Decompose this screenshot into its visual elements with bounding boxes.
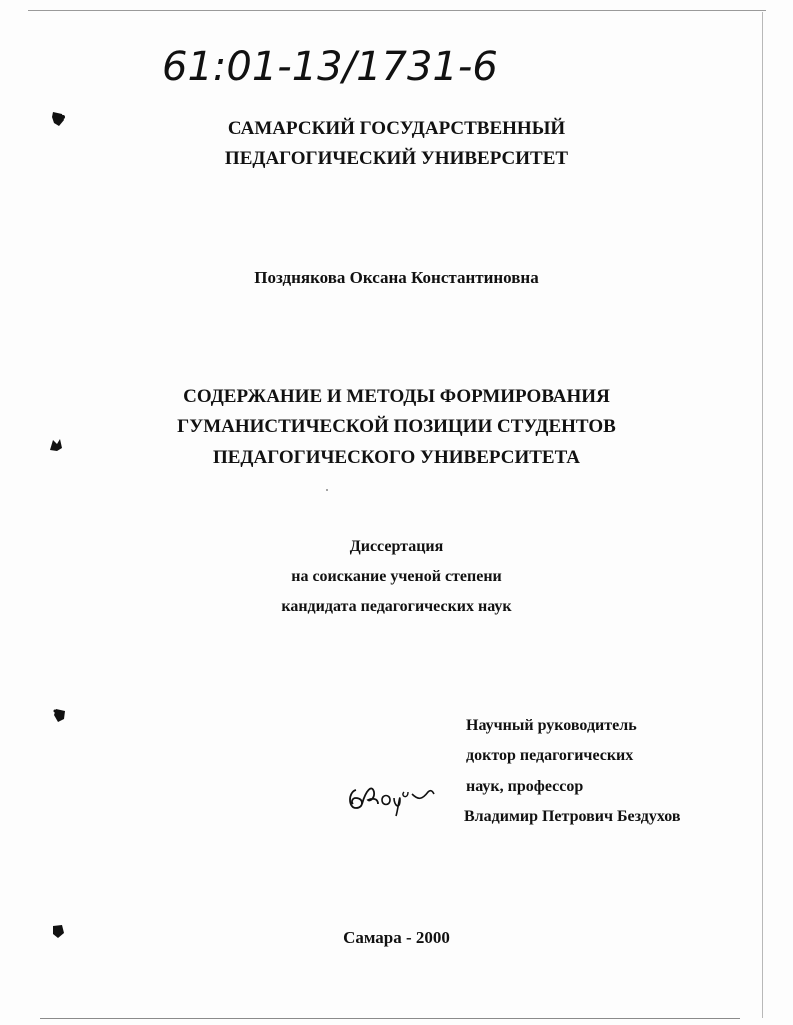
author-name: Позднякова Оксана Константиновна bbox=[254, 268, 539, 287]
advisor-degree: доктор педагогических bbox=[466, 747, 634, 764]
advisor-title: наук, профессор bbox=[466, 778, 584, 795]
archive-code-text: 61:01-13/1731-6 bbox=[162, 44, 498, 90]
scan-mark-icon bbox=[52, 706, 68, 724]
advisor-heading: Научный руководитель bbox=[466, 717, 637, 734]
scan-speck bbox=[326, 489, 328, 491]
degree-name: кандидата педагогических наук bbox=[281, 598, 512, 615]
page-top-edge bbox=[28, 10, 766, 11]
dissertation-label: Диссертация bbox=[349, 538, 444, 555]
dissertation-title-line1: СОДЕРЖАНИЕ И МЕТОДЫ ФОРМИРОВАНИЯ bbox=[183, 386, 610, 407]
dissertation-title-line2: ГУМАНИСТИЧЕСКОЙ ПОЗИЦИИ СТУДЕНТОВ bbox=[177, 416, 616, 437]
city-and-year: Самара - 2000 bbox=[343, 928, 450, 947]
page-bottom-edge bbox=[40, 1018, 740, 1019]
handwritten-archive-code bbox=[160, 28, 510, 103]
advisor-name: Владимир Петрович Бездухов bbox=[464, 808, 681, 825]
university-name-line1: САМАРСКИЙ ГОСУДАРСТВЕННЫЙ bbox=[227, 118, 566, 139]
signature-icon bbox=[342, 770, 442, 818]
dissertation-title-line3: ПЕДАГОГИЧЕСКОГО УНИВЕРСИТЕТА bbox=[212, 447, 581, 468]
degree-purpose: на соискание ученой степени bbox=[291, 568, 502, 585]
university-name-line2: ПЕДАГОГИЧЕСКИЙ УНИВЕРСИТЕТ bbox=[224, 148, 569, 169]
